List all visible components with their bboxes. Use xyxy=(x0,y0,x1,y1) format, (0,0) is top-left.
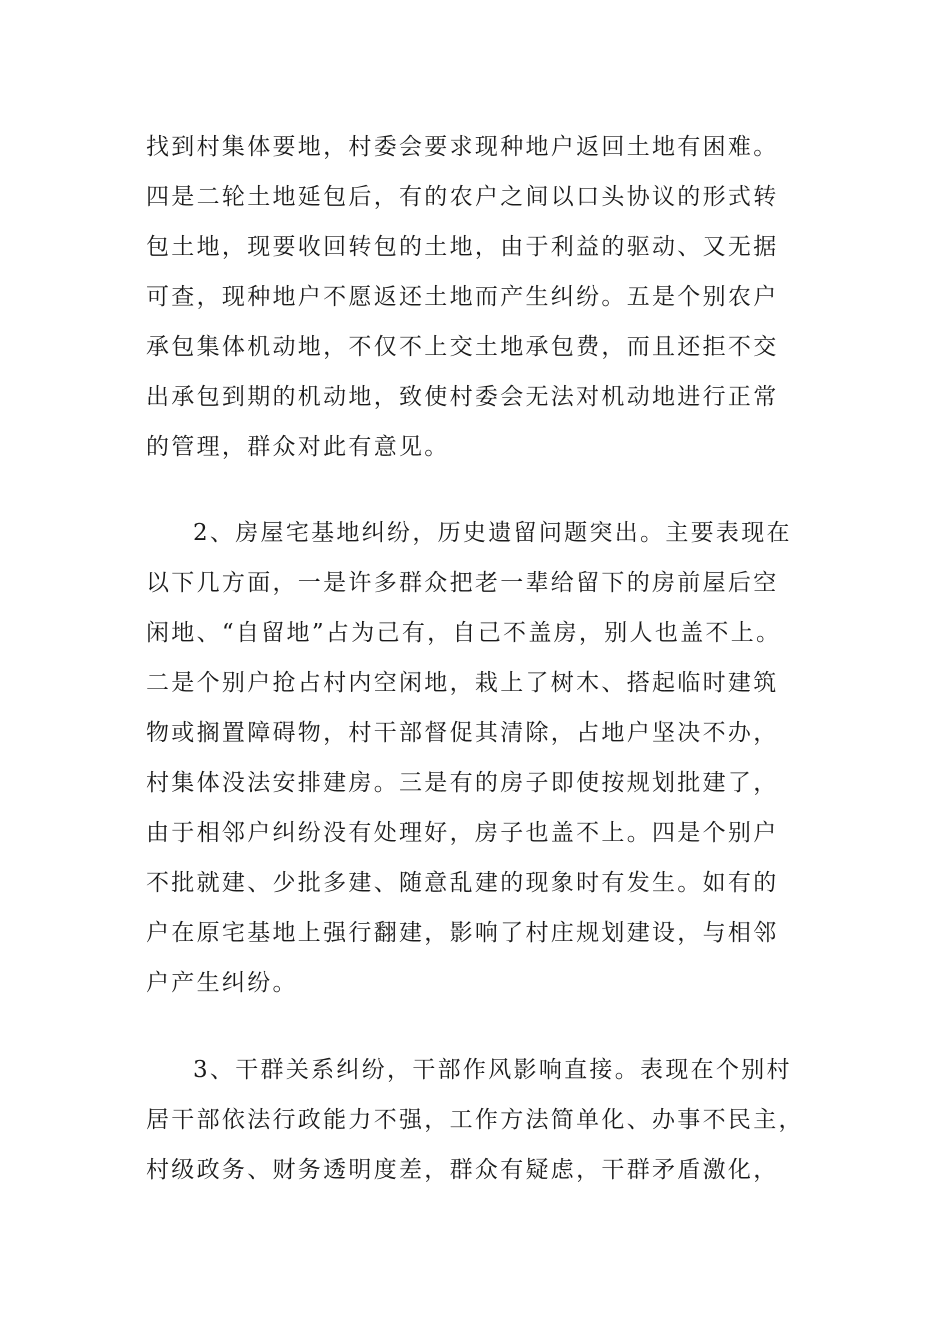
text-line: 以下几方面，一是许多群众把老一辈给留下的房前屋后空 xyxy=(146,570,779,596)
paragraph-first-line: 2、房屋宅基地纠纷，历史遗留问题突出。主要表现在 xyxy=(193,520,792,546)
text-line: 四是二轮土地延包后，有的农户之间以口头协议的形式转 xyxy=(146,184,779,210)
text-line: 不批就建、少批多建、随意乱建的现象时有发生。如有的 xyxy=(146,870,779,896)
text-line: 的管理，群众对此有意见。 xyxy=(146,434,450,460)
text-line: 居干部依法行政能力不强，工作方法简单化、办事不民主， xyxy=(146,1107,804,1133)
text-line: 承包集体机动地，不仅不上交土地承包费，而且还拒不交 xyxy=(146,334,779,360)
text-line: 闲地、“自留地”占为己有，自己不盖房，别人也盖不上。 xyxy=(146,620,782,646)
text-line: 出承包到期的机动地，致使村委会无法对机动地进行正常 xyxy=(146,384,779,410)
text-line: 可查，现种地户不愿返还土地而产生纠纷。五是个别农户 xyxy=(146,284,779,310)
text-line: 村级政务、财务透明度差，群众有疑虑，干群矛盾激化， xyxy=(146,1157,779,1183)
text-line: 户在原宅基地上强行翻建，影响了村庄规划建设，与相邻 xyxy=(146,920,779,946)
text-line: 二是个别户抢占村内空闲地，栽上了树木、搭起临时建筑 xyxy=(146,670,779,696)
text-line: 物或搁置障碍物，村干部督促其清除，占地户坚决不办， xyxy=(146,720,779,746)
paragraph-first-line: 3、干群关系纠纷，干部作风影响直接。表现在个别村 xyxy=(193,1057,792,1083)
text-line: 找到村集体要地，村委会要求现种地户返回土地有困难。 xyxy=(146,134,779,160)
text-line: 包土地，现要收回转包的土地，由于利益的驱动、又无据 xyxy=(146,234,779,260)
text-line: 由于相邻户纠纷没有处理好，房子也盖不上。四是个别户 xyxy=(146,820,779,846)
text-line: 村集体没法安排建房。三是有的房子即使按规划批建了， xyxy=(146,770,779,796)
text-line: 户产生纠纷。 xyxy=(146,970,298,996)
